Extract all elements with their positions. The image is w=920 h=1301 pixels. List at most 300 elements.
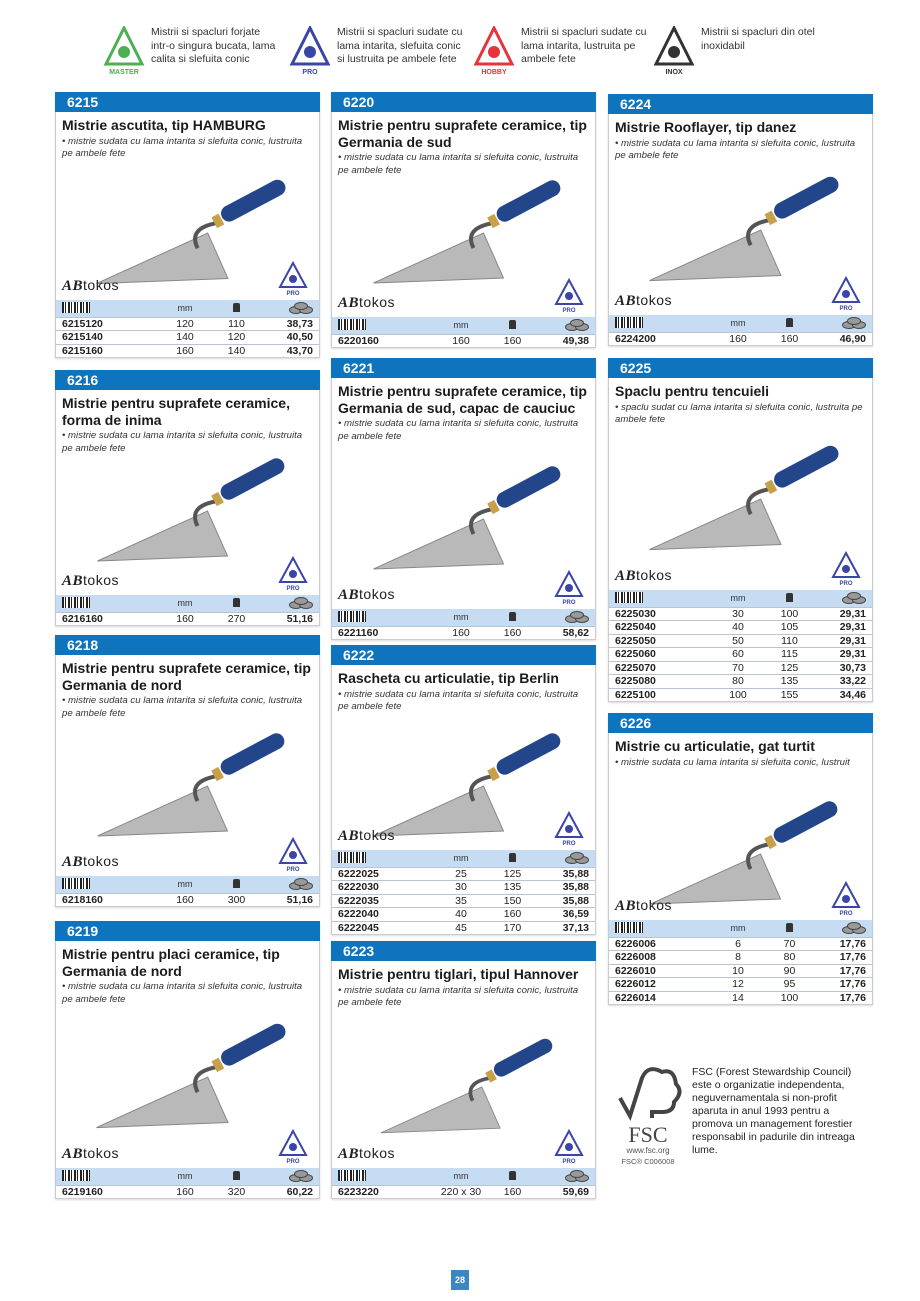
pro-badge-icon (277, 1129, 309, 1165)
table-header (56, 300, 319, 317)
product-card-6225 (608, 358, 873, 702)
article-code: 6225080 (615, 675, 656, 688)
table-header (609, 315, 872, 332)
price: 17,76 (839, 978, 866, 991)
table-row (56, 317, 319, 331)
product-description: • mistrie sudata cu lama intarita si slefuita conic, lustruita pe ambele fete (338, 688, 579, 712)
trowel-image (56, 451, 319, 571)
price: 17,76 (839, 951, 866, 964)
price: 58,62 (562, 626, 589, 639)
price: 59,69 (562, 1185, 589, 1198)
barcode-icon (62, 878, 90, 889)
size-mm: 25 (455, 867, 467, 880)
size-mm: 45 (455, 921, 467, 934)
mm-header: mm (453, 612, 469, 622)
article-code: 6222025 (338, 867, 379, 880)
weight: 320 (227, 1185, 246, 1198)
abtokos-logo: ABtokos (338, 826, 395, 844)
size-mm: 160 (176, 893, 194, 906)
table-header (56, 595, 319, 612)
article-code: 6226010 (615, 964, 656, 977)
pro-badge-icon (288, 26, 332, 76)
weight-icon (509, 320, 516, 329)
product-title: Mistrie pentru suprafete ceramice, tip Germania de sud, capac de cauciuc (338, 383, 587, 416)
article-code: 6225030 (615, 607, 656, 620)
price: 37,13 (562, 921, 589, 934)
coins-icon (842, 317, 866, 328)
svg-text:PRO: PRO (562, 599, 576, 606)
product-title: Mistrie pentru placi ceramice, tip Germania de nord (62, 946, 280, 979)
price: 29,31 (839, 634, 866, 647)
legend-master-text: Mistrii si spacluri forjate intr-o singura bucata, lama calita si slefuita conic (151, 26, 276, 65)
table-row (609, 634, 872, 648)
legend-master (102, 26, 281, 76)
weight: 160 (503, 334, 522, 347)
article-code: 6222045 (338, 921, 379, 934)
article-code: 6223220 (338, 1185, 379, 1198)
product-title: Mistrie pentru suprafete ceramice, forma de inima (62, 395, 290, 428)
size-mm: 40 (455, 908, 467, 921)
table-row (609, 977, 872, 991)
article-code: 6219160 (62, 1185, 103, 1198)
coins-icon (565, 852, 589, 863)
weight: 160 (780, 332, 799, 345)
weight: 155 (780, 688, 799, 701)
svg-text:PRO: PRO (839, 305, 853, 312)
weight-icon (786, 593, 793, 602)
article-code: 6225050 (615, 634, 656, 647)
size-mm: 30 (732, 607, 744, 620)
svg-text:PRO: PRO (562, 840, 576, 847)
product-card-6218 (55, 635, 320, 907)
svg-text:FSC® C006008: FSC® C006008 (621, 1157, 675, 1166)
table-row (56, 893, 319, 907)
size-mm: 50 (732, 634, 744, 647)
product-title: Rascheta cu articulatie, tip Berlin (338, 670, 559, 686)
coins-icon (565, 319, 589, 330)
svg-text:PRO: PRO (286, 866, 300, 873)
price: 40,50 (286, 331, 313, 344)
price-table (56, 595, 319, 626)
weight-icon (509, 853, 516, 862)
product-code: 6226 (608, 713, 873, 733)
svg-text:FSC: FSC (628, 1122, 668, 1147)
barcode-icon (338, 1170, 366, 1181)
product-title: Mistrie Rooflayer, tip danez (615, 119, 797, 135)
article-code: 6215160 (62, 344, 103, 357)
barcode-icon (615, 592, 643, 603)
trowel-image (332, 1032, 595, 1142)
product-title: Mistrie ascutita, tip HAMBURG (62, 117, 266, 133)
weight: 125 (780, 661, 799, 674)
legend-hobby (472, 26, 651, 76)
size-mm: 160 (176, 612, 194, 625)
size-mm: 80 (732, 675, 744, 688)
weight-icon (786, 923, 793, 932)
svg-text:www.fsc.org: www.fsc.org (626, 1146, 670, 1155)
product-code: 6218 (55, 635, 320, 655)
product-description: • mistrie sudata cu lama intarita si slefuita conic, lustruita pe ambele fete (338, 418, 579, 442)
product-description: • mistrie sudata cu lama intarita si slefuita conic, lustruita pe ambele fete (338, 984, 579, 1008)
article-code: 6225060 (615, 648, 656, 661)
coins-icon (565, 1170, 589, 1181)
table-row (332, 1185, 595, 1199)
table-header (332, 609, 595, 626)
pro-badge-icon (553, 570, 585, 606)
trowel-image (56, 1012, 319, 1142)
price-table (332, 1168, 595, 1199)
price: 36,59 (562, 908, 589, 921)
abtokos-logo: ABtokos (338, 585, 395, 603)
pro-badge-icon (553, 1129, 585, 1165)
trowel-image (609, 429, 872, 569)
trowel-image (332, 459, 595, 579)
svg-text:MASTER: MASTER (109, 69, 139, 76)
size-mm: 12 (732, 978, 744, 991)
coins-icon (842, 922, 866, 933)
price: 30,73 (839, 661, 866, 674)
price: 29,31 (839, 621, 866, 634)
product-code: 6221 (331, 358, 596, 378)
weight: 110 (228, 317, 245, 330)
svg-text:PRO: PRO (562, 307, 576, 314)
product-card-6221 (331, 358, 596, 640)
size-mm: 140 (176, 331, 194, 344)
price-table (332, 317, 595, 348)
price-table (332, 850, 595, 935)
product-code: 6223 (331, 941, 596, 961)
weight: 270 (227, 612, 246, 625)
article-code: 6221160 (338, 626, 379, 639)
barcode-icon (615, 922, 643, 933)
weight: 110 (781, 634, 798, 647)
abtokos-logo: ABtokos (62, 276, 119, 294)
table-row (609, 661, 872, 675)
svg-text:PRO: PRO (839, 910, 853, 917)
table-row (332, 626, 595, 640)
product-description: • mistrie sudata cu lama intarita si slefuita conic, lustruita pe ambele fete (615, 137, 856, 161)
legend-inox-text: Mistrii si spacluri din otel inoxidabil (701, 26, 815, 52)
pro-badge-icon (553, 278, 585, 314)
trowel-image (332, 173, 595, 293)
size-mm: 120 (176, 317, 194, 330)
svg-text:PRO: PRO (562, 1158, 576, 1165)
size-mm: 220 x 30 (440, 1185, 482, 1198)
pro-badge-icon (830, 276, 862, 312)
mm-header: mm (730, 318, 746, 328)
table-row (56, 1185, 319, 1199)
product-code: 6216 (55, 370, 320, 390)
weight: 100 (780, 607, 799, 620)
size-mm: 160 (452, 334, 470, 347)
coins-icon (289, 878, 313, 889)
pro-badge-icon (830, 551, 862, 587)
table-row (332, 894, 595, 908)
table-row (609, 332, 872, 346)
weight: 115 (781, 648, 798, 661)
abtokos-logo: ABtokos (615, 566, 672, 584)
price: 60,22 (286, 1185, 313, 1198)
price: 46,90 (839, 332, 866, 345)
coins-icon (289, 302, 313, 313)
product-card-6219 (55, 921, 320, 1199)
weight: 140 (227, 344, 246, 357)
table-row (609, 964, 872, 978)
article-code: 6218160 (62, 893, 103, 906)
weight-icon (233, 598, 240, 607)
article-code: 6222035 (338, 894, 379, 907)
price: 34,46 (839, 688, 866, 701)
price-table (56, 300, 319, 358)
weight: 90 (783, 964, 796, 977)
price: 35,88 (562, 881, 589, 894)
size-mm: 35 (455, 894, 467, 907)
weight: 160 (503, 1185, 522, 1198)
abtokos-logo: ABtokos (62, 852, 119, 870)
product-code: 6219 (55, 921, 320, 941)
product-card-6220 (331, 92, 596, 348)
table-header (609, 920, 872, 937)
product-card-6215 (55, 92, 320, 358)
product-card-6222 (331, 645, 596, 935)
table-row (332, 921, 595, 935)
weight: 135 (780, 675, 799, 688)
barcode-icon (615, 317, 643, 328)
article-code: 6222030 (338, 881, 379, 894)
price-table (56, 1168, 319, 1199)
table-header (332, 317, 595, 334)
legend-hobby-text: Mistrii si spacluri sudate cu lama intarita, lustruita pe ambele fete (521, 26, 647, 65)
article-code: 6226014 (615, 991, 656, 1004)
size-mm: 10 (732, 964, 744, 977)
mm-header: mm (177, 1171, 193, 1181)
mm-header: mm (730, 593, 746, 603)
pro-badge-icon (277, 261, 309, 297)
size-mm: 70 (732, 661, 744, 674)
price: 51,16 (286, 612, 313, 625)
product-card-6216 (55, 370, 320, 626)
mm-header: mm (177, 598, 193, 608)
product-description: • spaclu sudat cu lama intarita si slefuita conic, lustruita pe ambele fete (615, 401, 863, 425)
size-mm: 8 (735, 951, 741, 964)
fsc-description: FSC (Forest Stewardship Council) este o organizatie independenta, neguvernamentala si non-profit aparuta in anul 1993 pentru a promova un management forestier responsabil in padurile din intreaga lume. (692, 1066, 855, 1156)
weight-icon (509, 1171, 516, 1180)
product-description: • mistrie sudata cu lama intarita si slefuita conic, lustruit (615, 756, 850, 768)
fsc-tree-icon (612, 1058, 684, 1166)
product-title: Spaclu pentru tencuieli (615, 383, 770, 399)
table-row (609, 674, 872, 688)
svg-text:PRO: PRO (286, 1158, 300, 1165)
size-mm: 100 (729, 688, 747, 701)
table-row (609, 647, 872, 661)
product-card-6223 (331, 941, 596, 1199)
svg-text:PRO: PRO (286, 585, 300, 592)
legend-pro (288, 26, 467, 76)
table-row (609, 950, 872, 964)
mm-header: mm (453, 320, 469, 330)
svg-text:INOX: INOX (665, 69, 683, 76)
table-row (609, 688, 872, 702)
weight: 160 (503, 626, 522, 639)
weight: 105 (780, 621, 799, 634)
pro-badge-icon (277, 556, 309, 592)
svg-text:HOBBY: HOBBY (481, 69, 507, 76)
article-code: 6226008 (615, 951, 656, 964)
barcode-icon (62, 302, 90, 313)
weight: 100 (780, 991, 799, 1004)
price: 17,76 (839, 964, 866, 977)
weight: 150 (503, 894, 522, 907)
barcode-icon (338, 319, 366, 330)
barcode-icon (338, 611, 366, 622)
table-header (332, 1168, 595, 1185)
table-header (56, 876, 319, 893)
article-code: 6226006 (615, 937, 656, 950)
weight: 160 (503, 908, 522, 921)
size-mm: 160 (452, 626, 470, 639)
weight: 125 (503, 867, 522, 880)
table-row (56, 330, 319, 344)
mm-header: mm (177, 879, 193, 889)
product-code: 6215 (55, 92, 320, 112)
coins-icon (565, 611, 589, 622)
coins-icon (289, 1170, 313, 1181)
legend-inox (652, 26, 831, 76)
trowel-image (56, 726, 319, 846)
product-code: 6222 (331, 645, 596, 665)
abtokos-logo: ABtokos (615, 896, 672, 914)
price-table (56, 876, 319, 907)
table-header (56, 1168, 319, 1185)
mm-header: mm (177, 303, 193, 313)
table-row (332, 867, 595, 881)
abtokos-logo: ABtokos (62, 1144, 119, 1162)
abtokos-logo: ABtokos (62, 571, 119, 589)
weight: 170 (503, 921, 522, 934)
table-row (56, 612, 319, 626)
price: 35,88 (562, 894, 589, 907)
product-description: • mistrie sudata cu lama intarita si slefuita conic, lustruita pe ambele fete (338, 152, 579, 176)
pro-badge-icon (277, 837, 309, 873)
size-mm: 14 (732, 991, 744, 1004)
price: 17,76 (839, 937, 866, 950)
product-description: • mistrie sudata cu lama intarita si slefuita conic, lustruita pe ambele fete (62, 135, 303, 159)
fsc-logo (612, 1058, 684, 1171)
table-row (332, 880, 595, 894)
article-code: 6225070 (615, 661, 656, 674)
master-badge-icon (102, 26, 146, 76)
article-code: 6225100 (615, 688, 656, 701)
weight: 70 (783, 937, 796, 950)
size-mm: 160 (176, 344, 194, 357)
product-code: 6225 (608, 358, 873, 378)
article-code: 6226012 (615, 978, 656, 991)
price-table (332, 609, 595, 640)
article-code: 6222040 (338, 908, 379, 921)
price: 33,22 (839, 675, 866, 688)
mm-header: mm (453, 853, 469, 863)
abtokos-logo: ABtokos (615, 291, 672, 309)
size-mm: 60 (732, 648, 744, 661)
size-mm: 30 (455, 881, 467, 894)
price: 29,31 (839, 607, 866, 620)
size-mm: 160 (176, 1185, 194, 1198)
article-code: 6225040 (615, 621, 656, 634)
table-row (609, 620, 872, 634)
article-code: 6215120 (62, 317, 103, 330)
size-mm: 40 (732, 621, 744, 634)
table-row (332, 334, 595, 348)
coins-icon (842, 592, 866, 603)
coins-icon (289, 597, 313, 608)
price: 51,16 (286, 893, 313, 906)
table-header (609, 590, 872, 607)
product-card-6226 (608, 713, 873, 1005)
size-mm: 160 (729, 332, 747, 345)
barcode-icon (62, 597, 90, 608)
svg-text:PRO: PRO (302, 69, 318, 76)
price: 35,88 (562, 867, 589, 880)
product-title: Mistrie pentru suprafete ceramice, tip Germania de sud (338, 117, 587, 150)
weight-icon (233, 303, 240, 312)
weight-icon (233, 1171, 240, 1180)
price: 43,70 (286, 344, 313, 357)
weight-icon (786, 318, 793, 327)
barcode-icon (338, 852, 366, 863)
pro-badge-icon (830, 881, 862, 917)
weight: 80 (783, 951, 796, 964)
table-row (332, 907, 595, 921)
svg-text:PRO: PRO (839, 580, 853, 587)
legend-pro-text: Mistrii si spacluri sudate cu lama intarita, slefuita conic si lustruita pe ambele fete (337, 26, 463, 65)
price-table (609, 920, 872, 1005)
weight-icon (509, 612, 516, 621)
weight: 120 (227, 331, 246, 344)
price: 29,31 (839, 648, 866, 661)
article-code: 6220160 (338, 334, 379, 347)
page-number: 28 (451, 1270, 469, 1290)
article-code: 6215140 (62, 331, 103, 344)
weight: 135 (503, 881, 522, 894)
product-description: • mistrie sudata cu lama intarita si slefuita conic, lustruita pe ambele fete (62, 430, 303, 454)
weight-icon (233, 879, 240, 888)
table-row (609, 991, 872, 1005)
price: 49,38 (562, 334, 589, 347)
article-code: 6216160 (62, 612, 103, 625)
price-table (609, 315, 872, 346)
product-description: • mistrie sudata cu lama intarita si slefuita conic, lustruita pe ambele fete (62, 981, 303, 1005)
abtokos-logo: ABtokos (338, 1144, 395, 1162)
product-title: Mistrie pentru suprafete ceramice, tip Germania de nord (62, 660, 311, 693)
mm-header: mm (730, 923, 746, 933)
article-code: 6224200 (615, 332, 656, 345)
table-row (56, 344, 319, 358)
product-description: • mistrie sudata cu lama intarita si slefuita conic, lustruita pe ambele fete (62, 695, 303, 719)
table-row (609, 937, 872, 951)
table-header (332, 850, 595, 867)
barcode-icon (62, 1170, 90, 1181)
product-title: Mistrie cu articulatie, gat turtit (615, 738, 815, 754)
weight: 300 (227, 893, 246, 906)
hobby-badge-icon (472, 26, 516, 76)
product-code: 6224 (608, 94, 873, 114)
product-title: Mistrie pentru tiglari, tipul Hannover (338, 966, 579, 982)
svg-text:PRO: PRO (286, 290, 300, 297)
price: 17,76 (839, 991, 866, 1004)
pro-badge-icon (553, 811, 585, 847)
size-mm: 6 (735, 937, 741, 950)
abtokos-logo: ABtokos (338, 293, 395, 311)
